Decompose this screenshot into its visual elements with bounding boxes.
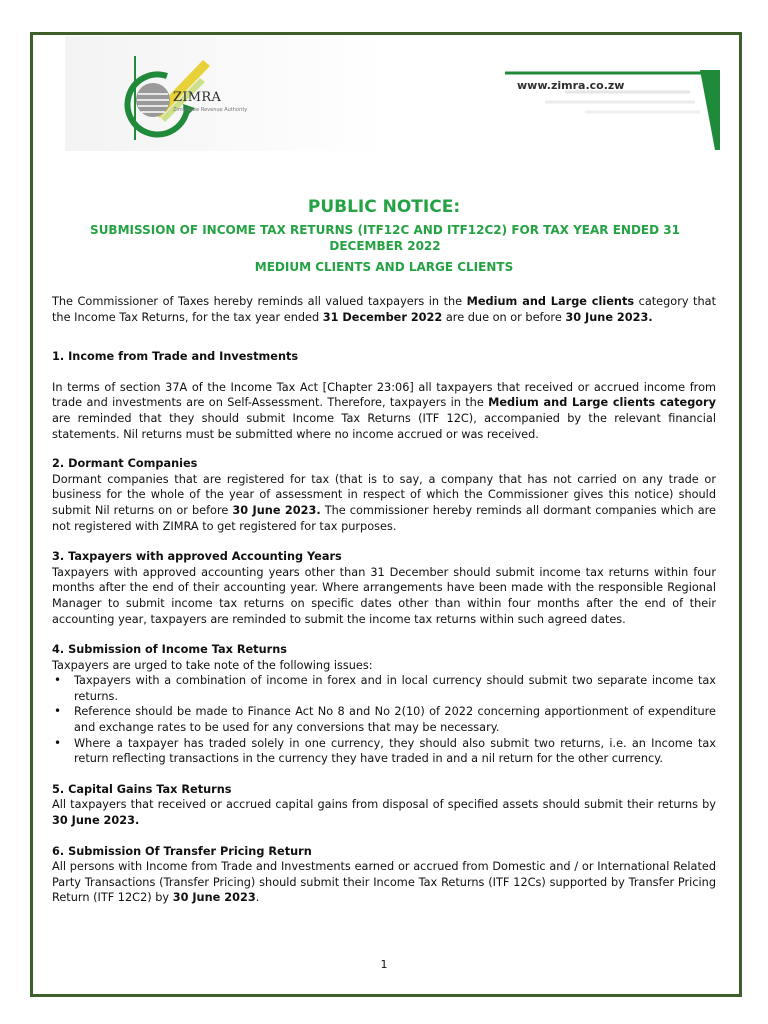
notice-body xyxy=(52,294,716,906)
section-3-heading: 3. Taxpayers with approved Accounting Years xyxy=(52,550,342,564)
page-subtitle-clients: MEDIUM CLIENTS AND LARGE CLIENTS xyxy=(254,260,514,274)
section-5-paragraph: All taxpayers that received or accrued capital gains from disposal of specified assets should submit their returns by 30 June 2023. xyxy=(52,798,716,828)
section-5-heading: 5. Capital Gains Tax Returns xyxy=(52,782,232,796)
logo-block xyxy=(65,36,385,151)
list-item: • Reference should be made to Finance Act No 8 and No 2(10) of 2022 concerning apportionment of expenditure and exchange rates to be used for any conversions that may be necessary. xyxy=(52,704,716,735)
page-subtitle: SUBMISSION OF INCOME TAX RETURNS (ITF12C AND ITF12C2) FOR TAX YEAR ENDED 31 DECEMBER 2022 xyxy=(90,223,680,253)
section-2-heading: 2. Dormant Companies xyxy=(52,457,198,471)
section-2-paragraph: Dormant companies that are registered for tax (that is to say, a company that has not carried on any trade or business for the whole of the year of assessment in respect of which the Commissioner gives this notice) should submit Nil returns on or before 30 June 2023. The commissioner hereby reminds all dormant companies which are not registered with ZIMRA to get registered for tax purposes. xyxy=(52,472,716,533)
website-url: www.zimra.co.zw xyxy=(517,79,625,92)
section-1-paragraph: In terms of section 37A of the Income Tax Act [Chapter 23:06] all taxpayers that received or accrued income from trade and investments are on Self-Assessment. Therefore, taxpayers in the Medium and Large clients category are reminded that they should submit Income Tax Returns (ITF 12C), accompanied by the relevant financial statements. Nil returns must be submitted where no income accrued or was received. xyxy=(52,380,716,441)
list-item: • Taxpayers with a combination of income in forex and in local currency should submit two separate income tax returns. xyxy=(52,673,716,704)
section-4-list xyxy=(52,673,716,767)
section-4-heading: 4. Submission of Income Tax Returns xyxy=(52,643,287,657)
section-3-paragraph: Taxpayers with approved accounting years other than 31 December should submit income tax returns within four months after the end of their accounting year. Where arrangements have been made with the responsible Regional Manager to submit income tax returns on specific dates other than within four months after the end of their accounting year, taxpayers are reminded to submit the income tax returns within such agreed dates. xyxy=(52,565,716,626)
list-item: • Where a taxpayer has traded solely in one currency, they should also submit two returns, i.e. an Income tax return reflecting transactions in the currency they have traded in and a nil return for the other currency. xyxy=(52,736,716,767)
section-1-heading: 1. Income from Trade and Investments xyxy=(52,350,299,364)
intro-paragraph: The Commissioner of Taxes hereby reminds all valued taxpayers in the Medium and Large clients category that the Income Tax Returns, for the tax year ended 31 December 2022 are due on or before 30 June 2023. xyxy=(52,295,717,324)
page-title: PUBLIC NOTICE: xyxy=(307,197,461,217)
logo-subtext: Zimbabwe Revenue Authority xyxy=(173,107,248,113)
logo-text: ZIMRA xyxy=(173,90,222,105)
letterhead xyxy=(65,36,720,151)
section-6-paragraph: All persons with Income from Trade and Investments earned or accrued from Domestic and / or International Related Party Transactions (Transfer Pricing) should submit their Income Tax Returns (ITF 12Cs) supported by Transfer Pricing Return (ITF 12C2) by 30 June 2023. xyxy=(52,860,716,905)
page-number: 1 xyxy=(380,958,388,971)
section-4-intro: Taxpayers are urged to take note of the following issues: xyxy=(52,658,373,672)
section-6-heading: 6. Submission Of Transfer Pricing Return xyxy=(52,844,312,858)
